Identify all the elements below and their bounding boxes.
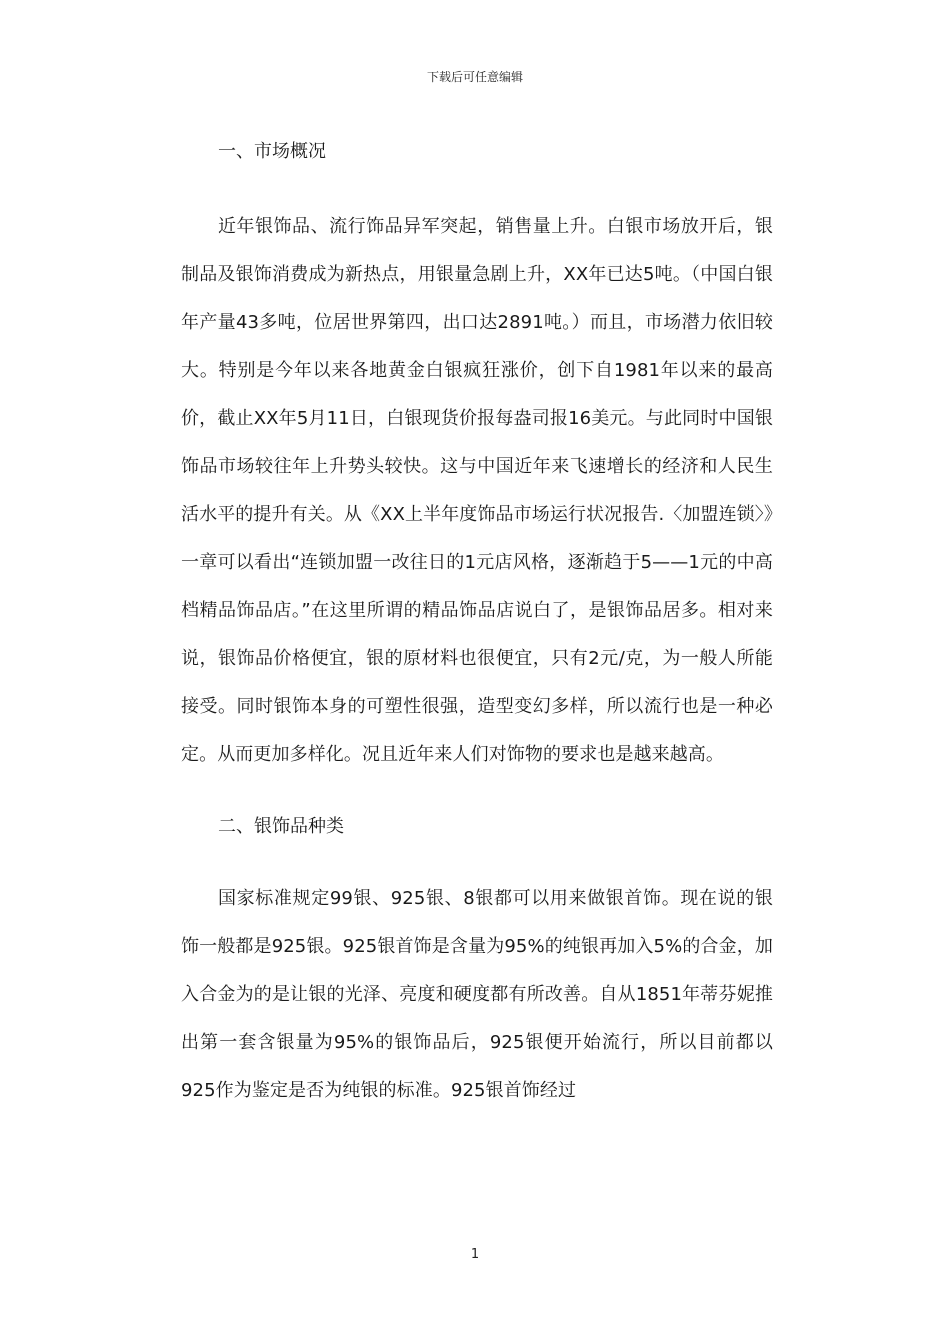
section-heading-silver-types: 二、银饰品种类 xyxy=(218,816,344,837)
document-body xyxy=(181,128,773,1115)
section-heading-market-overview: 一、市场概况 xyxy=(218,141,326,162)
section-paragraph-market-overview: 近年银饰品、流行饰品异军突起，销售量上升。白银市场放开后，银制品及银饰消费成为新热点，用银量急剧上升，XX年已达5吨。（中国白银年产量43多吨，位居世界第四，出口达2891吨。）而且，市场潜力依旧较大。特别是今年以来各地黄金白银疯狂涨价，创下自1981年以来的最高价，截止XX年5月11日，白银现货价报每盎司报16美元。与此同时中国银饰品市场较往年上升势头较快。这与中国近年来飞速增长的经济和人民生活水平的提升有关。从《XX上半年度饰品市场运行状况报告.〈加盟连锁〉》一章可以看出“连锁加盟一改往日的1元店风格，逐渐趋于5——1元的中高档精品饰品店。”在这里所谓的精品饰品店说白了，是银饰品居多。相对来说，银饰品价格便宜，银的原材料也很便宜，只有2元/克，为一般人所能接受。同时银饰本身的可塑性很强，造型变幻多样，所以流行也是一种必定。从而更加多样化。况且近年来人们对饰物的要求也是越来越高。 xyxy=(181,216,773,765)
section-paragraph-silver-types: 国家标准规定99银、925银、8银都可以用来做银首饰。现在说的银饰一般都是925银。925银首饰是含量为95%的纯银再加入5%的合金，加入合金为的是让银的光泽、亮度和硬度都有所改善。自从1851年蒂芬妮推出第一套含银量为95%的银饰品后，925银便开始流行，所以目前都以925作为鉴定是否为纯银的标准。925银首饰经过 xyxy=(181,888,773,1101)
header-note: 下载后可任意编辑 xyxy=(426,70,523,84)
page-number: 1 xyxy=(470,1247,480,1262)
